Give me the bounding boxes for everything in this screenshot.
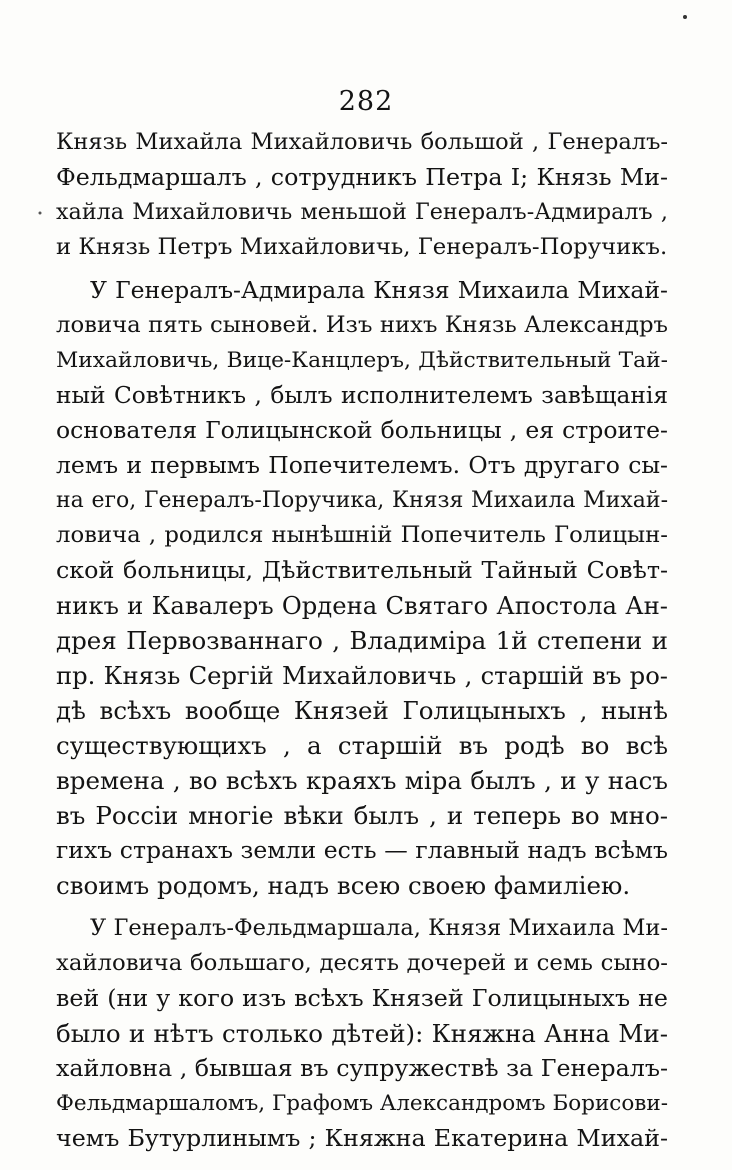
- text-line: хайла Михайловичь меньшой Генералъ-Адмиралъ ,: [56, 199, 668, 225]
- text-line: хайловича большаго, десять дочерей и семь сыно-: [56, 950, 668, 976]
- text-line: Михайловичь, Вице-Канцлеръ, Дѣйствительный Тай-: [56, 348, 668, 373]
- text-line: чемъ Бутурлинымъ ; Княжна Екатерина Михай-: [56, 1124, 668, 1152]
- text-line: времена , во всѣхъ краяхъ міра былъ , и у насъ: [56, 766, 668, 795]
- paragraph-1: [56, 125, 668, 265]
- text-line: существующихъ , а старшій въ родѣ во всѣ: [56, 731, 668, 760]
- text-line: ской больницы, Дѣйствительный Тайный Совѣт-: [56, 556, 668, 584]
- text-line: хайловна , бывшая въ супружествѣ за Генералъ-: [56, 1054, 668, 1082]
- text-line: вей (ни у кого изъ всѣхъ Князей Голицыныхъ не: [56, 984, 668, 1012]
- text-line: своимъ родомъ, надъ всею своею фамиліею.: [56, 871, 631, 900]
- text-line: ный Совѣтникъ , былъ исполнителемъ завѣщанія: [56, 382, 668, 409]
- body-text: [56, 125, 668, 1156]
- text-line: въ Россіи многіе вѣки былъ , и теперь во мно-: [56, 801, 668, 830]
- text-line: и Князь Петръ Михайловичь, Генералъ-Поручикъ.: [56, 234, 668, 260]
- text-line: основателя Голицынской больницы , ея строите-: [56, 416, 668, 444]
- text-line: пр. Князь Сергій Михайловичь , старшій въ ро-: [56, 661, 668, 690]
- text-line: гихъ странахъ земли есть — главный надъ всѣмъ: [56, 836, 668, 864]
- page-number: 282: [338, 86, 394, 117]
- text-line: ловича , родился нынѣшній Попечитель Голицын-: [56, 522, 668, 548]
- paragraph-3: [56, 911, 668, 1156]
- text-line: на его, Генералъ-Поручика, Князя Михаила Михай-: [56, 488, 668, 513]
- text-line: дрея Первозваннаго , Владиміра 1й степени и: [56, 626, 668, 655]
- text-line: У Генералъ-Фельдмаршала, Князя Михаила Ми-: [90, 915, 668, 941]
- text-line: ловича пять сыновей. Изъ нихъ Князь Александръ: [56, 312, 668, 338]
- text-line: лемъ и первымъ Попечителемъ. Отъ другаго сы-: [56, 451, 668, 479]
- text-line: дѣ всѣхъ вообще Князей Голицыныхъ , нынѣ: [56, 696, 668, 725]
- text-line: Князь Михайла Михайловичь большой , Генералъ-: [56, 129, 668, 155]
- text-line: Фельдмаршалъ , сотрудникъ Петра I; Князь Ми-: [56, 163, 668, 191]
- text-line: Фельдмаршаломъ, Графомъ Александромъ Борисови-: [56, 1091, 668, 1116]
- text-line: никъ и Кавалеръ Ордена Святаго Апостола Ан-: [56, 591, 668, 620]
- text-line: было и нѣтъ столько дѣтей): Княжна Анна Ми-: [56, 1019, 668, 1048]
- paragraph-2: [56, 273, 668, 903]
- text-line: У Генералъ-Адмирала Князя Михаила Михай-: [90, 276, 668, 304]
